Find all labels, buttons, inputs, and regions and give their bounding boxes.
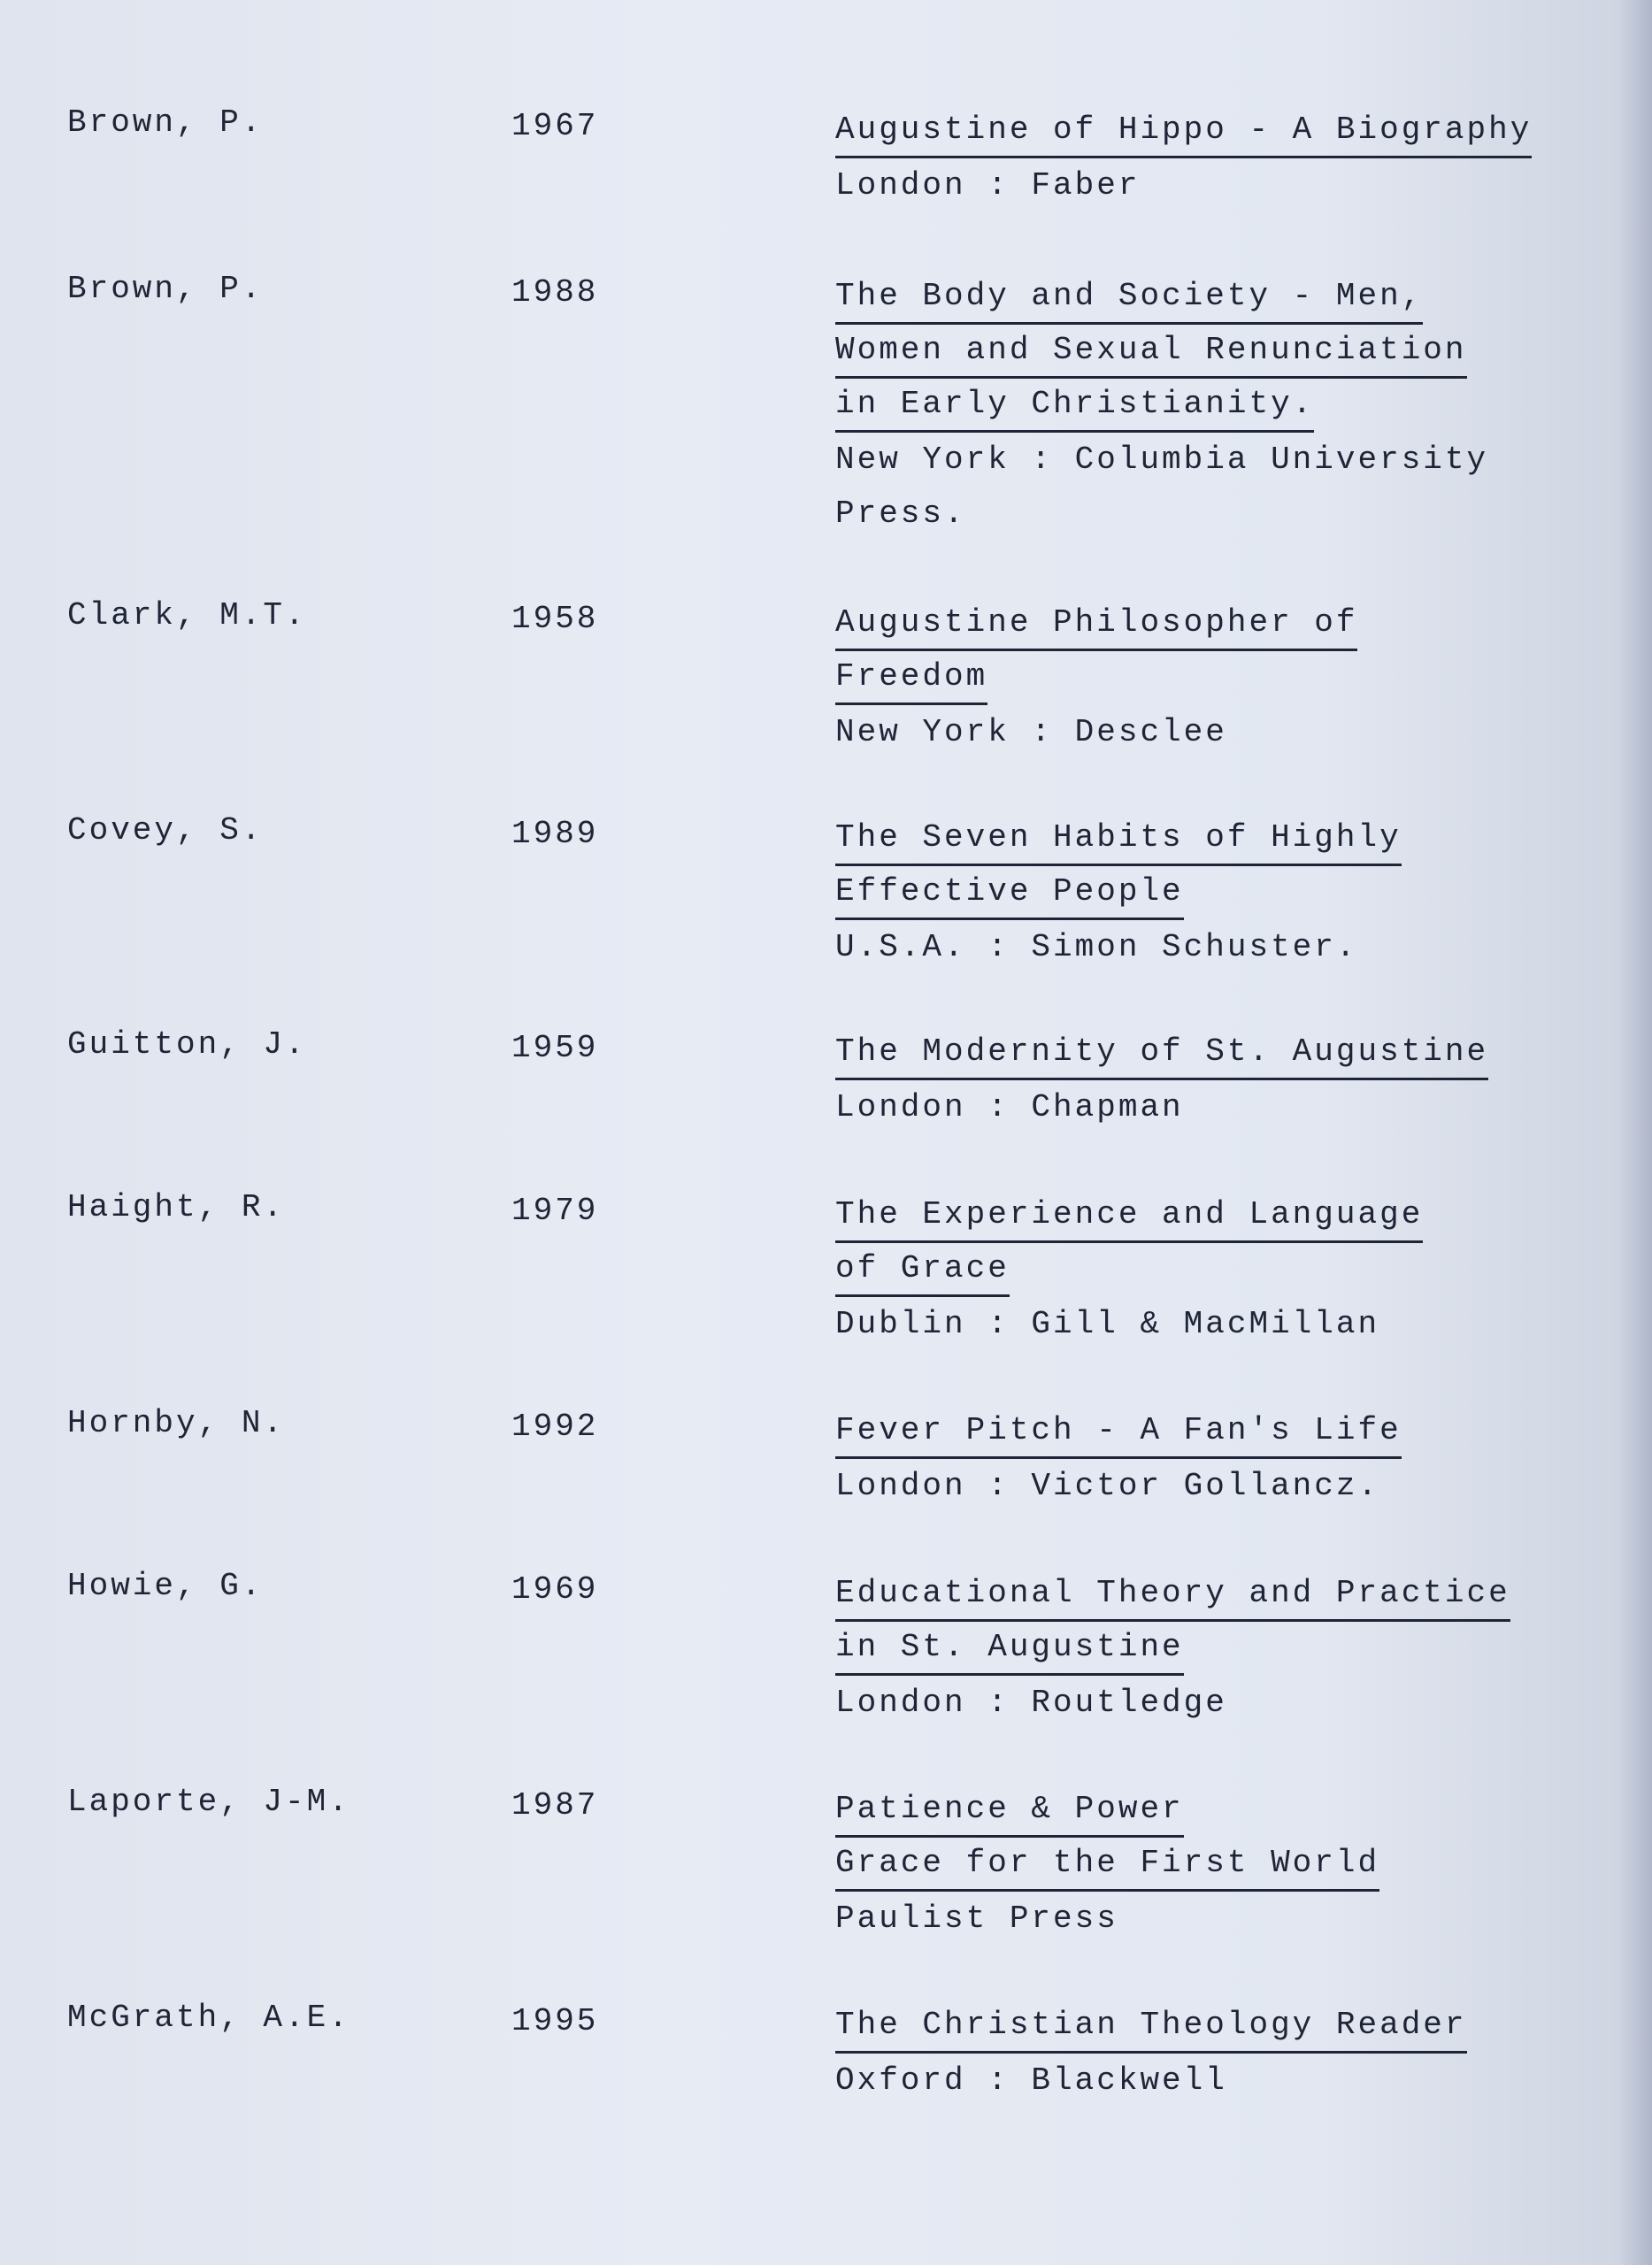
book-title-line: The Experience and Language (835, 1189, 1423, 1243)
publication-year: 1992 (511, 1409, 599, 1445)
book-title-line: in St. Augustine (835, 1622, 1184, 1676)
publication-year: 1979 (511, 1193, 599, 1229)
publisher-line: London : Routledge (835, 1685, 1227, 1721)
entry-details (835, 812, 1614, 974)
book-title-line: The Christian Theology Reader (835, 2000, 1467, 2054)
publication-year: 1959 (511, 1030, 599, 1066)
publication-year: 1958 (511, 601, 599, 637)
book-title-line: The Modernity of St. Augustine (835, 1026, 1488, 1080)
publication-year: 1987 (511, 1787, 599, 1824)
publication-year: 1988 (511, 274, 599, 311)
publisher-line: London : Victor Gollancz. (835, 1468, 1380, 1504)
publisher-line: Dublin : Gill & MacMillan (835, 1306, 1380, 1342)
book-title-line: The Body and Society - Men, (835, 271, 1423, 325)
author-name: Brown, P. (67, 104, 264, 141)
publication-year: 1989 (511, 816, 599, 852)
author-name: Haight, R. (67, 1189, 286, 1225)
author-name: Covey, S. (67, 812, 264, 848)
book-title-line: Augustine Philosopher of (835, 597, 1357, 651)
publisher-line: Oxford : Blackwell (835, 2062, 1227, 2099)
author-name: Hornby, N. (67, 1405, 286, 1441)
book-title-line: Effective People (835, 866, 1184, 920)
author-name: Howie, G. (67, 1568, 264, 1604)
publisher-line: New York : Columbia University (835, 441, 1489, 478)
entry-details (835, 1405, 1614, 1513)
book-title-line: Educational Theory and Practice (835, 1568, 1510, 1622)
author-name: Guitton, J. (67, 1026, 307, 1063)
entry-details (835, 271, 1614, 541)
book-title-line: Women and Sexual Renunciation (835, 325, 1467, 379)
entry-details (835, 1189, 1614, 1351)
book-title-line: Freedom (835, 651, 987, 705)
entry-details (835, 597, 1614, 759)
book-title-line: Grace for the First World (835, 1838, 1379, 1892)
book-title-line: Augustine of Hippo - A Biography (835, 104, 1532, 158)
book-title-line: Patience & Power (835, 1784, 1184, 1838)
book-title-line: in Early Christianity. (835, 379, 1314, 433)
page-edge-shadow (1618, 0, 1652, 2265)
book-title-line: Fever Pitch - A Fan's Life (835, 1405, 1402, 1459)
publisher-line: London : Faber (835, 167, 1141, 203)
publication-year: 1969 (511, 1571, 599, 1608)
entry-details (835, 1568, 1614, 1730)
book-title-line: of Grace (835, 1243, 1010, 1297)
publication-year: 1967 (511, 108, 599, 144)
entry-details (835, 1784, 1614, 1946)
entry-details (835, 2000, 1614, 2108)
entry-details (835, 104, 1614, 212)
publisher-line: Press. (835, 495, 966, 532)
author-name: Brown, P. (67, 271, 264, 307)
author-name: Laporte, J-M. (67, 1784, 350, 1820)
publisher-line: U.S.A. : Simon Schuster. (835, 929, 1358, 965)
publication-year: 1995 (511, 2003, 599, 2039)
publisher-line: New York : Desclee (835, 714, 1227, 750)
entry-details (835, 1026, 1614, 1134)
publisher-line: London : Chapman (835, 1089, 1184, 1125)
publisher-line: Paulist Press (835, 1900, 1118, 1937)
author-name: Clark, M.T. (67, 597, 307, 633)
author-name: McGrath, A.E. (67, 2000, 350, 2036)
book-title-line: The Seven Habits of Highly (835, 812, 1402, 866)
